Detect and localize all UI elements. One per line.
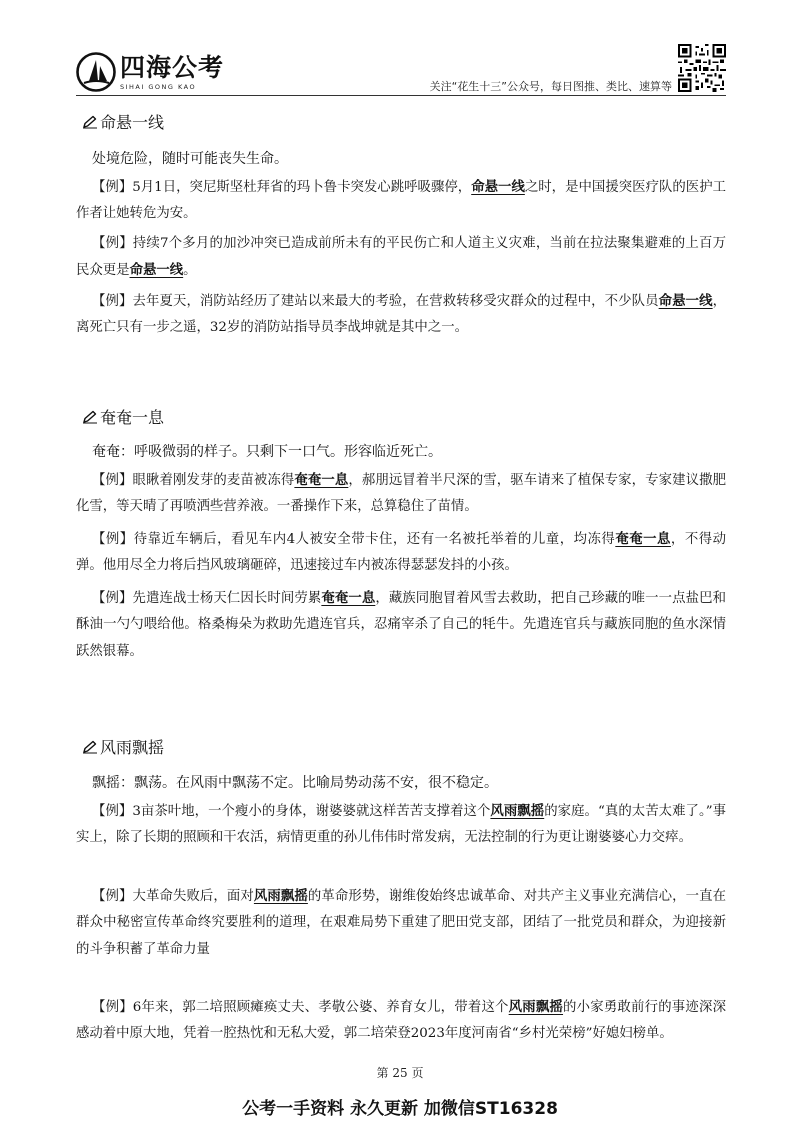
qr-code-icon: [678, 44, 726, 92]
brand-name-latin: SIHAI GONG KAO: [120, 82, 197, 91]
definition: 奄奄：呼吸微弱的样子。只剩下一口气。形容临近死亡。: [92, 444, 442, 460]
section-title-text: 风雨飘摇: [100, 738, 165, 757]
idiom-keyword: 风雨飘摇: [490, 803, 545, 819]
pencil-icon: [82, 410, 98, 424]
example-text: 。: [183, 263, 197, 279]
definition: 飘摇：飘荡。在风雨中飘荡不定。比喻局势动荡不安，很不稳定。: [92, 775, 498, 791]
example-text: 【例】6年来，郭二培照顾瘫痪丈夫、孝敬公婆、养育女儿，带着这个: [92, 1000, 509, 1015]
example-paragraph: [76, 798, 726, 852]
idiom-keyword: 风雨飘摇: [253, 888, 308, 904]
page-header: [0, 0, 800, 104]
example-text: 【例】持续7个多月的加沙冲突已造成前所未有的平民伤亡和人道主义灾难，当前在拉法聚集避难的上百万民众更是: [76, 236, 726, 279]
section-title: [82, 110, 164, 133]
footer-banner: 公考一手资料 永久更新 加微信ST16328: [242, 1099, 558, 1119]
example-text: 【例】3亩茶叶地，一个瘦小的身体，谢婆婆就这样苦苦支撑着这个: [92, 804, 491, 819]
idiom-keyword: 命悬一线: [658, 293, 713, 309]
page-number: 第 25 页: [376, 1066, 424, 1080]
example-text: ，不得动弹。他用尽全力将后挡风玻璃砸碎，迅速接过车内被冻得瑟瑟发抖的小孩。: [76, 532, 727, 574]
definition: 处境危险，随时可能丧失生命。: [92, 151, 288, 167]
idiom-keyword: 命悬一线: [129, 262, 184, 279]
example-paragraph: [76, 585, 726, 665]
example-paragraph: [76, 231, 726, 285]
idiom-keyword: 奄奄一息: [321, 590, 376, 606]
example-paragraph: [76, 994, 726, 1048]
idiom-keyword: 命悬一线: [471, 179, 525, 195]
example-text: 【例】去年夏天，消防站经历了建站以来最大的考验，在营救转移受灾群众的过程中，不少队员: [92, 294, 659, 309]
header-divider: [76, 95, 726, 96]
example-text: 【例】先遣连战士杨天仁因长时间劳累: [92, 591, 322, 606]
example-text: ，郝朋远冒着半尺深的雪，驱车请来了植保专家，专家建议撒肥化雪，等天晴了再喷洒些营养液。一番操作下来，总算稳住了苗情。: [76, 473, 727, 515]
section-title-text: 奄奄一息: [100, 408, 165, 427]
example-text: 的小家勇敢前行的事迹深深感动着中原大地，凭着一腔热忱和无私大爱，郭二培荣登2023年度河南省“乡村光荣榜”好媳妇榜单。: [76, 1000, 726, 1042]
pencil-icon: [82, 115, 98, 129]
example-text: ，离死亡只有一步之遥，32岁的消防站指导员李战坤就是其中之一。: [76, 294, 726, 336]
example-text: 【例】待靠近车辆后，看见车内4人被安全带卡住，还有一名被托举着的儿童，均冻得: [92, 532, 616, 547]
example-text: 【例】大革命失败后，面对: [92, 889, 254, 904]
section-title: [82, 405, 164, 428]
header-tagline: 关注“花生十三”公众号，每日图推、类比、速算等: [429, 80, 672, 93]
section-title-text: 命悬一线: [100, 113, 165, 132]
example-text: 【例】5月1日，突尼斯坚杜拜省的玛卜鲁卡突发心跳呼吸骤停，: [92, 180, 472, 195]
example-paragraph: [76, 883, 726, 963]
section-title: [82, 735, 164, 758]
idiom-keyword: 奄奄一息: [294, 472, 349, 488]
example-text: ，藏族同胞冒着风雪去救助，把自己珍藏的唯一一点盐巴和酥油一勺勺喂给他。格桑梅朵为救助先遣连官兵，忍痛宰杀了自己的牦牛。先遣连官兵与藏族同胞的鱼水深情跃然银幕。: [76, 591, 727, 659]
example-text: 的革命形势，谢维俊始终忠诚革命、对共产主义事业充满信心，一直在群众中秘密宣传革命终究要胜利的道理，在艰难局势下重建了肥田党支部，团结了一批党员和群众，为迎接新的斗争积蓄了革命力量: [76, 889, 727, 957]
example-text: 【例】眼瞅着刚发芽的麦苗被冻得: [92, 473, 295, 488]
example-paragraph: [76, 288, 726, 342]
example-text: 的家庭。“真的太苦太难了。”事实上，除了长期的照顾和干农活，病情更重的孙儿伟伟时常发病，无法控制的行为更让谢婆婆心力交瘁。: [76, 804, 727, 846]
example-text: 之时，是中国援突医疗队的医护工作者让她转危为安。: [76, 180, 727, 222]
sailboat-logo-icon: [76, 52, 116, 92]
idiom-keyword: 风雨飘摇: [508, 999, 564, 1015]
example-paragraph: [76, 526, 726, 580]
example-paragraph: [76, 467, 726, 521]
example-paragraph: [76, 174, 726, 228]
pencil-icon: [82, 740, 98, 754]
idiom-keyword: 奄奄一息: [615, 531, 671, 547]
brand-logo: [76, 52, 224, 92]
brand-name: 四海公考: [120, 52, 225, 82]
